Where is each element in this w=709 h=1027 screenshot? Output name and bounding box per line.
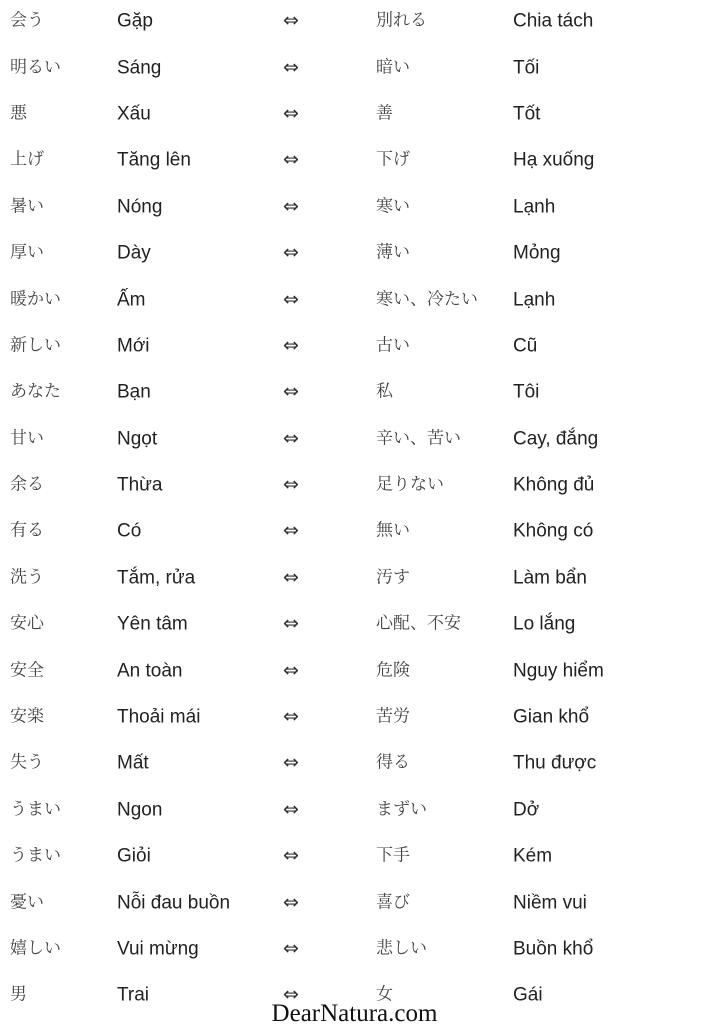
opposite-arrow-icon: ⇔ (283, 519, 299, 542)
japanese-antonym: 古い (376, 335, 410, 356)
watermark-text: DearNatura.com (271, 1000, 438, 1027)
vietnamese-antonym-meaning: Gian khổ (513, 706, 590, 728)
table-row (0, 184, 709, 230)
table-row (0, 787, 709, 833)
opposite-arrow-icon: ⇔ (283, 288, 299, 311)
table-row (0, 137, 709, 183)
opposite-arrow-icon: ⇔ (283, 751, 299, 774)
japanese-word: 憂い (10, 892, 44, 913)
vietnamese-antonym-meaning: Tối (513, 57, 540, 79)
vietnamese-meaning: An toàn (117, 660, 183, 682)
vietnamese-meaning: Có (117, 520, 142, 542)
japanese-antonym: 別れる (376, 10, 427, 31)
vietnamese-antonym-meaning: Thu được (513, 752, 597, 774)
table-row (0, 926, 709, 972)
japanese-word: 洗う (10, 567, 44, 588)
vietnamese-meaning: Trai (117, 984, 150, 1006)
vietnamese-antonym-meaning: Lo lắng (513, 613, 576, 635)
vietnamese-antonym-meaning: Tôi (513, 381, 540, 403)
vietnamese-meaning: Sáng (117, 57, 162, 79)
japanese-word: うまい (10, 845, 61, 866)
vietnamese-meaning: Nóng (117, 196, 163, 218)
vietnamese-meaning: Tắm, rửa (117, 567, 196, 589)
opposite-arrow-icon: ⇔ (283, 937, 299, 960)
japanese-antonym: 足りない (376, 474, 444, 495)
japanese-antonym: 下げ (376, 149, 410, 170)
japanese-word: 暑い (10, 196, 44, 217)
vietnamese-meaning: Tăng lên (117, 149, 191, 171)
japanese-antonym: 寒い、冷たい (376, 289, 478, 310)
vietnamese-meaning: Giỏi (117, 845, 151, 867)
vietnamese-antonym-meaning: Niềm vui (513, 892, 587, 914)
vietnamese-meaning: Ngon (117, 799, 163, 821)
vietnamese-meaning: Xấu (117, 103, 151, 125)
vietnamese-meaning: Thừa (117, 474, 163, 496)
vietnamese-antonym-meaning: Kém (513, 845, 553, 867)
vietnamese-meaning: Nỗi đau buồn (117, 892, 231, 914)
japanese-antonym: 辛い、苦い (376, 428, 461, 449)
table-row (0, 694, 709, 740)
table-row (0, 0, 709, 44)
opposite-arrow-icon: ⇔ (283, 612, 299, 635)
opposite-arrow-icon: ⇔ (283, 983, 299, 1006)
table-row (0, 323, 709, 369)
opposite-arrow-icon: ⇔ (283, 56, 299, 79)
vietnamese-meaning: Dày (117, 242, 151, 264)
vietnamese-antonym-meaning: Làm bẩn (513, 567, 587, 589)
japanese-word: 暖かい (10, 289, 61, 310)
vietnamese-meaning: Mất (117, 752, 149, 774)
japanese-word: 安楽 (10, 706, 44, 727)
table-row (0, 601, 709, 647)
japanese-antonym: 下手 (376, 845, 410, 866)
table-row (0, 416, 709, 462)
japanese-antonym: 無い (376, 520, 410, 541)
vietnamese-antonym-meaning: Lạnh (513, 196, 556, 218)
vietnamese-antonym-meaning: Nguy hiểm (513, 660, 604, 682)
opposite-arrow-icon: ⇔ (283, 473, 299, 496)
vietnamese-meaning: Gặp (117, 10, 153, 32)
japanese-antonym: まずい (376, 799, 427, 820)
vietnamese-antonym-meaning: Không có (513, 520, 594, 542)
vietnamese-meaning: Thoải mái (117, 706, 201, 728)
vietnamese-meaning: Mới (117, 335, 150, 357)
vietnamese-meaning: Vui mừng (117, 938, 199, 960)
vietnamese-meaning: Yên tâm (117, 613, 188, 635)
opposite-arrow-icon: ⇔ (283, 798, 299, 821)
table-row (0, 879, 709, 925)
vietnamese-meaning: Bạn (117, 381, 151, 403)
japanese-word: 明るい (10, 57, 61, 78)
japanese-word: あなた (10, 381, 61, 402)
opposite-arrow-icon: ⇔ (283, 334, 299, 357)
japanese-antonym: 薄い (376, 242, 410, 263)
japanese-word: 甘い (10, 428, 44, 449)
opposite-arrow-icon: ⇔ (283, 891, 299, 914)
vietnamese-antonym-meaning: Mỏng (513, 242, 561, 264)
japanese-antonym: 悲しい (376, 938, 427, 959)
japanese-antonym: 寒い (376, 196, 410, 217)
vietnamese-meaning: Ngọt (117, 428, 158, 450)
opposite-arrow-icon: ⇔ (283, 195, 299, 218)
vietnamese-antonym-meaning: Cũ (513, 335, 538, 357)
opposite-arrow-icon: ⇔ (283, 427, 299, 450)
japanese-word: うまい (10, 799, 61, 820)
opposite-arrow-icon: ⇔ (283, 9, 299, 32)
japanese-word: 嬉しい (10, 938, 61, 959)
opposite-arrow-icon: ⇔ (283, 241, 299, 264)
opposite-arrow-icon: ⇔ (283, 844, 299, 867)
table-row (0, 230, 709, 276)
japanese-antonym: 危険 (376, 660, 410, 681)
japanese-word: 有る (10, 520, 44, 541)
table-row (0, 369, 709, 415)
table-row (0, 740, 709, 786)
japanese-word: 会う (10, 10, 44, 31)
japanese-antonym: 喜び (376, 892, 410, 913)
japanese-antonym: 苦労 (376, 706, 410, 727)
vietnamese-antonym-meaning: Gái (513, 984, 543, 1006)
table-row (0, 833, 709, 879)
japanese-antonym: 汚す (376, 567, 410, 588)
vietnamese-antonym-meaning: Lạnh (513, 289, 556, 311)
opposite-arrow-icon: ⇔ (283, 102, 299, 125)
japanese-word: 厚い (10, 242, 44, 263)
table-row (0, 647, 709, 693)
vietnamese-meaning: Ấm (117, 289, 146, 311)
vietnamese-antonym-meaning: Chia tách (513, 10, 594, 32)
japanese-word: 安全 (10, 660, 44, 681)
japanese-word: 男 (10, 984, 27, 1005)
japanese-antonym: 女 (376, 984, 393, 1005)
japanese-antonym: 善 (376, 103, 393, 124)
opposite-arrow-icon: ⇔ (283, 566, 299, 589)
opposite-arrow-icon: ⇔ (283, 705, 299, 728)
japanese-word: 新しい (10, 335, 61, 356)
table-row (0, 508, 709, 554)
vietnamese-antonym-meaning: Tốt (513, 103, 541, 125)
vietnamese-antonym-meaning: Buồn khổ (513, 938, 594, 960)
vietnamese-antonym-meaning: Không đủ (513, 474, 595, 496)
japanese-word: 失う (10, 752, 44, 773)
japanese-antonym: 心配、不安 (376, 613, 461, 634)
table-row (0, 555, 709, 601)
japanese-antonym: 私 (376, 381, 393, 402)
table-row (0, 91, 709, 137)
japanese-word: 余る (10, 474, 44, 495)
japanese-antonym: 得る (376, 752, 410, 773)
opposite-arrow-icon: ⇔ (283, 380, 299, 403)
vietnamese-antonym-meaning: Cay, đắng (513, 428, 599, 450)
vietnamese-antonym-meaning: Hạ xuống (513, 149, 595, 171)
table-row (0, 44, 709, 90)
opposite-arrow-icon: ⇔ (283, 148, 299, 171)
japanese-word: 安心 (10, 613, 44, 634)
opposite-arrow-icon: ⇔ (283, 659, 299, 682)
japanese-word: 上げ (10, 149, 44, 170)
japanese-antonym: 暗い (376, 57, 410, 78)
vietnamese-antonym-meaning: Dở (513, 799, 540, 821)
table-row (0, 276, 709, 322)
japanese-word: 悪 (10, 103, 27, 124)
table-row (0, 462, 709, 508)
